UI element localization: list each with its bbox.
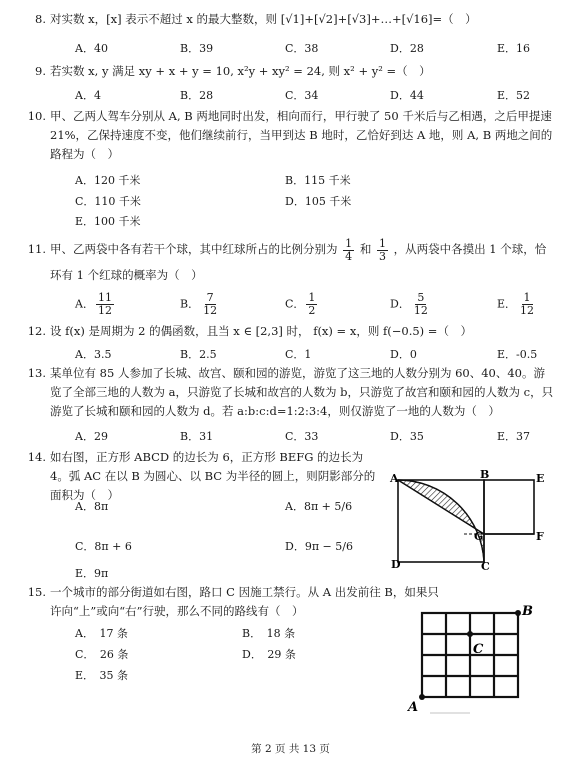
option-d: D． $\frac{5}{12}$ — [390, 291, 428, 317]
option-e: E． 35 条 — [75, 669, 129, 682]
option-a: A． $\frac{11}{12}$ — [75, 291, 112, 317]
question-number: 12. — [27, 324, 46, 338]
question-11 — [27, 236, 555, 287]
question-number: 11. — [27, 242, 46, 256]
question-stem: 对实数 x，[x] 表示不超过 x 的最大整数，则 [√1]+[√2]+[√3]+…+[√16]=（ ） — [50, 12, 477, 26]
option-d: D． 29 条 — [242, 648, 296, 661]
option-d: D．105 千米 — [285, 195, 352, 208]
option-a: A．4 — [75, 89, 101, 102]
option-d: D．9π − 5/6 — [285, 540, 353, 553]
option-b: B．2.5 — [180, 348, 217, 361]
option-a: A．120 千米 — [75, 174, 141, 187]
label-f: F — [536, 530, 544, 543]
question-number: 9. — [35, 64, 46, 78]
question-number: 8. — [35, 12, 46, 26]
question-stem: 一个城市的部分街道如右图，路口 C 因施工禁行。从 A 出发前往 B，如果只许向“上”或向“右”行驶，那么不同的路线有（ ） — [50, 585, 439, 618]
label-c: C — [473, 642, 484, 657]
question-stem-part: ，从两袋中各摸出 1 个球，恰环有 1 个红球的概率为（ ） — [50, 242, 547, 282]
question-number: 10. — [27, 109, 46, 123]
option-e: E．9π — [75, 567, 109, 580]
label-a: A — [408, 700, 419, 715]
option-e: E．52 — [497, 89, 531, 102]
option-c: C．33 — [285, 430, 319, 443]
option-e: E．-0.5 — [497, 348, 538, 361]
label-d: D — [391, 558, 401, 570]
option-a: A．8π — [75, 500, 109, 513]
option-c: C．110 千米 — [75, 195, 141, 208]
question-number: 14. — [27, 450, 46, 464]
question-number: 15. — [27, 585, 46, 599]
option-b: B．39 — [180, 42, 214, 55]
option-a-dup: A．8π + 5/6 — [285, 500, 353, 513]
label-b: B — [522, 604, 533, 619]
option-d: D．35 — [390, 430, 424, 443]
square-befg — [484, 480, 534, 534]
question-stem: 若实数 x, y 满足 xy + x + y = 10, x²y + xy² = 24, 则 x² + y² =（ ） — [50, 64, 431, 78]
question-15 — [27, 583, 450, 621]
question-10 — [27, 107, 555, 164]
label-g: G — [474, 530, 484, 543]
option-e: E．16 — [497, 42, 531, 55]
question-stem: 如右图，正方形 ABCD 的边长为 6，正方形 BEFG 的边长为 4。弧 AC 在以 B 为圆心、以 BC 为半径的圆上，则阴影部分的面积为（ ） — [50, 450, 376, 502]
label-b: B — [480, 470, 490, 481]
option-b: B．115 千米 — [285, 174, 351, 187]
option-e: E． $\frac{1}{12}$ — [497, 291, 535, 317]
intersection-c-dot — [467, 631, 473, 637]
question-14 — [27, 448, 380, 505]
label-c: C — [481, 560, 490, 570]
question-stem-part: 甲、乙两袋中各有若干个球，其中红球所占的比例分别为 — [50, 242, 338, 256]
option-b: B．28 — [180, 89, 214, 102]
option-a: A．40 — [75, 42, 108, 55]
label-a: A — [390, 472, 399, 485]
geometry-figure — [388, 470, 548, 570]
fraction: $\frac{1}{4}$ — [345, 236, 353, 263]
option-b: B． $\frac{7}{12}$ — [180, 291, 218, 317]
option-e: E．100 千米 — [75, 215, 141, 228]
option-a: A．29 — [75, 430, 108, 443]
option-c: C．8π + 6 — [75, 540, 132, 553]
intersection-a-dot — [419, 694, 425, 700]
intersection-b-dot — [515, 610, 521, 616]
question-8 — [35, 10, 555, 29]
option-d: D．0 — [390, 348, 417, 361]
question-number: 13. — [27, 366, 46, 380]
option-b: B． 18 条 — [242, 627, 296, 640]
question-9 — [35, 62, 555, 81]
question-12 — [27, 322, 555, 341]
question-stem: 设 f(x) 是周期为 2 的偶函数，且当 x ∈ [2,3] 时， f(x) = x，则 f(−0.5) =（ ） — [50, 324, 472, 338]
question-stem-part: 和 — [359, 242, 372, 256]
option-c: C．1 — [285, 348, 312, 361]
page-footer: 第 2 页 共 13 页 — [251, 743, 330, 755]
option-c: C．34 — [285, 89, 319, 102]
question-13 — [27, 364, 555, 421]
option-b: B．31 — [180, 430, 214, 443]
option-a: A．3.5 — [75, 348, 112, 361]
street-grid-figure — [400, 603, 540, 715]
option-e: E．37 — [497, 430, 531, 443]
label-e: E — [536, 472, 545, 485]
option-d: D．28 — [390, 42, 424, 55]
fraction: $\frac{1}{3}$ — [378, 236, 386, 263]
question-stem: 甲、乙两人驾车分别从 A, B 两地同时出发，相向而行，甲行驶了 50 千米后与乙相遇，之后甲提速 21%，乙保持速度不变，他们继续前行，当甲到达 B 地时，乙恰好到达 A 地，则 A, B 两地之间的路程为（ ） — [50, 109, 553, 161]
question-stem: 某单位有 85 人参加了长城、故宫、颐和园的游览，游览了这三地的人数分别为 60、40、40。游览了全部三地的人数为 a，只游览了长城和故宫的人数为 b，只游览了故宫和颐和园的人数为 c，只游览了长城和颐和园的人数为 d。若 a:b:c:d=1:2:3:4，则仅游览了一地的人数为（ ） — [50, 366, 554, 418]
option-a: A． 17 条 — [75, 627, 128, 640]
option-c: C． 26 条 — [75, 648, 129, 661]
option-d: D．44 — [390, 89, 424, 102]
option-c: C．38 — [285, 42, 319, 55]
option-c: C． $\frac{1}{2}$ — [285, 291, 316, 317]
